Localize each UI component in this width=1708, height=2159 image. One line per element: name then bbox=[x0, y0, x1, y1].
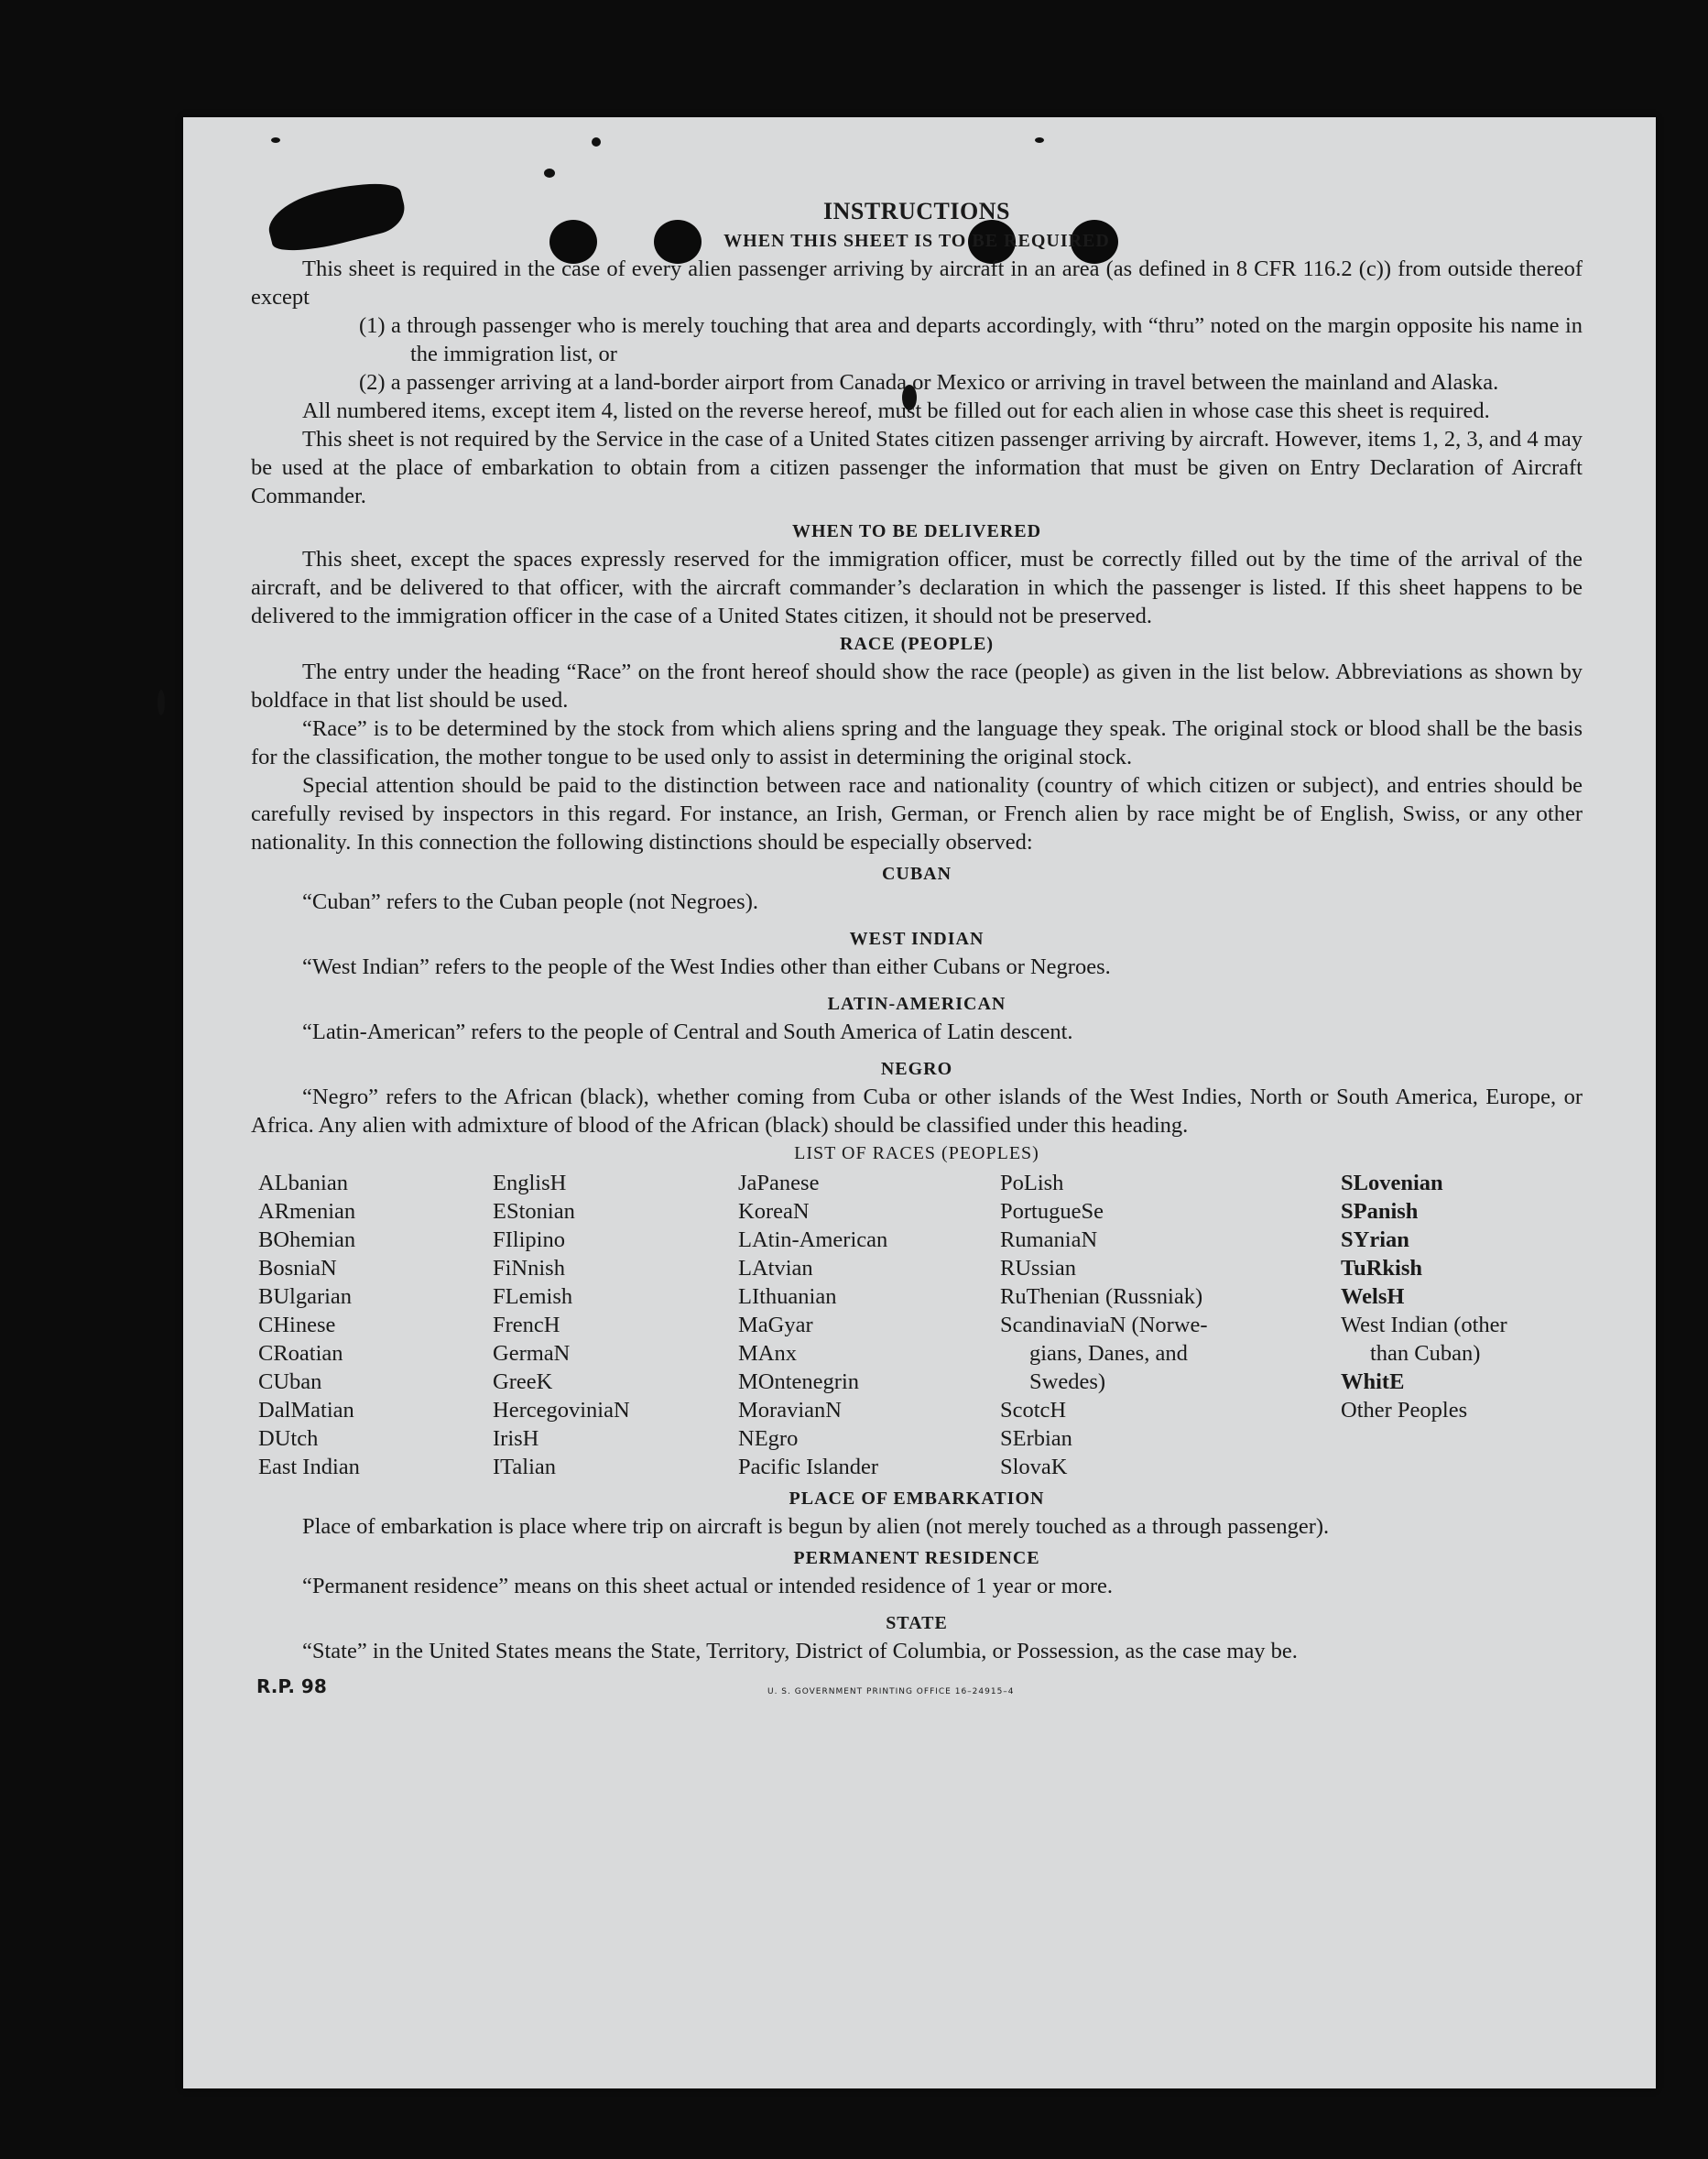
race-entry: FLemish bbox=[493, 1284, 573, 1309]
west-indian-text: “West Indian” refers to the people of the West Indies other than either Cubans or Negroes. bbox=[302, 954, 1111, 979]
races-column-1 bbox=[258, 1169, 493, 1481]
race-entry: LIthuanian bbox=[738, 1284, 837, 1309]
race-entry: SlovaK bbox=[1000, 1455, 1068, 1479]
heading-delivered: WHEN TO BE DELIVERED bbox=[791, 521, 1042, 541]
race-entry: HercegoviniaN bbox=[493, 1398, 630, 1423]
races-column-5 bbox=[1341, 1169, 1579, 1481]
race-entry: SYrian bbox=[1341, 1227, 1409, 1252]
required-item-1: (1) a through passenger who is merely touching that area and departs accordingly, with “thru” noted on the margin opposite his name in the immigration list, or bbox=[359, 313, 1583, 366]
heading-race: RACE (PEOPLE) bbox=[840, 634, 994, 654]
ink-speck bbox=[544, 169, 555, 178]
latin-american-text: “Latin-American” refers to the people of Central and South America of Latin descent. bbox=[302, 1020, 1073, 1044]
race-entry: BUlgarian bbox=[258, 1284, 353, 1309]
race-entry: BOhemian bbox=[258, 1227, 356, 1252]
race-entry: RuThenian (Russniak) bbox=[1000, 1284, 1203, 1309]
race-entry: West Indian (other bbox=[1341, 1313, 1507, 1337]
race-entry: EStonian bbox=[493, 1199, 575, 1224]
race-entry: KoreaN bbox=[738, 1199, 810, 1224]
form-number: R.P. 98 bbox=[256, 1675, 327, 1697]
heading-cuban: CUBAN bbox=[881, 864, 952, 884]
state-text: “State” in the United States means the State, Territory, District of Columbia, or Possession, as the case may be. bbox=[302, 1639, 1298, 1663]
race-entry: CHinese bbox=[258, 1313, 336, 1337]
race-entry: EnglisH bbox=[493, 1171, 567, 1195]
race-entry: GreeK bbox=[493, 1369, 553, 1394]
heading-state: STATE bbox=[886, 1613, 948, 1633]
race-entry: WelsH bbox=[1341, 1284, 1405, 1309]
race-entry: MoravianN bbox=[738, 1398, 842, 1423]
race-entry: MOntenegrin bbox=[738, 1369, 859, 1394]
races-list bbox=[258, 1169, 1583, 1481]
race-entry: BosniaN bbox=[258, 1256, 337, 1281]
race-entry: RumaniaN bbox=[1000, 1227, 1098, 1252]
heading-latin-american: LATIN-AMERICAN bbox=[827, 994, 1006, 1014]
races-column-2 bbox=[493, 1169, 738, 1481]
race-entry: MAnx bbox=[738, 1341, 797, 1366]
race-entry: SLovenian bbox=[1341, 1171, 1443, 1195]
ink-speck bbox=[158, 690, 165, 715]
race-paragraph-1: The entry under the heading “Race” on the front hereof should show the race (people) as given in the list below. Abbreviations as shown by boldface in that list should be used. bbox=[251, 660, 1583, 713]
ink-speck bbox=[592, 137, 601, 147]
race-paragraph-3: Special attention should be paid to the distinction between race and nationality (country of which citizen or subject), and entries should be carefully revised by inspectors in this regard. For instance, an Irish, German, or French alien by race might be of English, Swiss, or any other nationality. In this connection the following distinctions should be especially observed: bbox=[251, 773, 1583, 855]
document-page bbox=[183, 117, 1656, 2088]
race-entry: FrencH bbox=[493, 1313, 560, 1337]
race-entry: LAtvian bbox=[738, 1256, 813, 1281]
race-entry: SErbian bbox=[1000, 1426, 1072, 1451]
race-entry: ScandinaviaN (Norwe- bbox=[1000, 1313, 1208, 1337]
required-paragraph-2: All numbered items, except item 4, listed on the reverse hereof, must be filled out for each alien in whose case this sheet is required. bbox=[302, 398, 1490, 423]
races-column-3 bbox=[738, 1169, 1000, 1481]
race-entry: than Cuban) bbox=[1370, 1341, 1481, 1366]
ink-speck bbox=[1035, 137, 1044, 143]
race-entry: PortugueSe bbox=[1000, 1199, 1104, 1224]
race-entry: GermaN bbox=[493, 1341, 571, 1366]
race-entry: JaPanese bbox=[738, 1171, 820, 1195]
race-entry: ScotcH bbox=[1000, 1398, 1067, 1423]
race-paragraph-2: “Race” is to be determined by the stock from which aliens spring and the language they speak. The original stock or blood shall be the basis for the classification, the mother tongue to be used only to assist in determining the original stock. bbox=[251, 716, 1583, 769]
delivered-paragraph: This sheet, except the spaces expressly reserved for the immigration officer, must be correctly filled out by the time of the arrival of the aircraft, and be delivered to that officer, with the aircraft commander’s declaration in which the passenger is listed. If this sheet happens to be delivered to the immigration officer in the case of a United States citizen, it should not be preserved. bbox=[251, 547, 1583, 628]
heading-list-of-races: LIST OF RACES (PEOPLES) bbox=[794, 1143, 1039, 1163]
required-paragraph-3: This sheet is not required by the Service in the case of a United States citizen passenger arriving by aircraft. However, items 1, 2, 3, and 4 may be used at the place of embarkation to obtain from a citizen passenger the information that must be given on Entry Declaration of Aircraft Commander. bbox=[251, 427, 1583, 508]
race-entry: DalMatian bbox=[258, 1398, 354, 1423]
heading-negro: NEGRO bbox=[880, 1059, 953, 1079]
ink-speck bbox=[271, 137, 280, 143]
race-entry: SPanish bbox=[1341, 1199, 1419, 1224]
footer bbox=[251, 1665, 1583, 1702]
race-entry: TuRkish bbox=[1341, 1256, 1423, 1281]
negro-text: “Negro” refers to the African (black), whether coming from Cuba or other islands of the West Indies, North or South America, Europe, or Africa. Any alien with admixture of blood of the African (black) should be classified under this heading. bbox=[251, 1085, 1583, 1138]
race-entry: IrisH bbox=[493, 1426, 539, 1451]
race-entry: CRoatian bbox=[258, 1341, 343, 1366]
race-entry: DUtch bbox=[258, 1426, 319, 1451]
instructions-text bbox=[251, 196, 1583, 1702]
race-entry: CUban bbox=[258, 1369, 322, 1394]
heading-residence: PERMANENT RESIDENCE bbox=[793, 1548, 1040, 1568]
race-entry: gians, Danes, and bbox=[1029, 1341, 1188, 1366]
heading-required: WHEN THIS SHEET IS TO BE REQUIRED bbox=[723, 231, 1110, 251]
race-entry: FIlipino bbox=[493, 1227, 565, 1252]
required-item-2: (2) a passenger arriving at a land-border airport from Canada or Mexico or arriving in travel between the mainland and Alaska. bbox=[359, 370, 1499, 395]
heading-west-indian: WEST INDIAN bbox=[849, 929, 985, 949]
race-entry: East Indian bbox=[258, 1455, 360, 1479]
race-entry: FiNnish bbox=[493, 1256, 565, 1281]
race-entry: WhitE bbox=[1341, 1369, 1405, 1394]
cuban-text: “Cuban” refers to the Cuban people (not Negroes). bbox=[302, 889, 758, 914]
race-entry: LAtin-American bbox=[738, 1227, 888, 1252]
page-title: INSTRUCTIONS bbox=[823, 198, 1010, 224]
race-entry: NEgro bbox=[738, 1426, 799, 1451]
race-entry: PoLish bbox=[1000, 1171, 1064, 1195]
residence-text: “Permanent residence” means on this sheet actual or intended residence of 1 year or more. bbox=[302, 1574, 1114, 1598]
race-entry: ITalian bbox=[493, 1455, 557, 1479]
race-entry: ARmenian bbox=[258, 1199, 356, 1224]
embarkation-text: Place of embarkation is place where trip on aircraft is begun by alien (not merely touched as a through passenger). bbox=[302, 1514, 1330, 1539]
races-column-4 bbox=[1000, 1169, 1341, 1481]
race-entry: Pacific Islander bbox=[738, 1455, 879, 1479]
race-entry: Other Peoples bbox=[1341, 1398, 1468, 1423]
race-entry: MaGyar bbox=[738, 1313, 813, 1337]
required-intro: This sheet is required in the case of every alien passenger arriving by aircraft in an area (as defined in 8 CFR 116.2 (c)) from outside thereof except bbox=[251, 256, 1583, 310]
heading-embarkation: PLACE OF EMBARKATION bbox=[789, 1488, 1045, 1509]
race-entry: ALbanian bbox=[258, 1171, 348, 1195]
race-entry: RUssian bbox=[1000, 1256, 1077, 1281]
printer-imprint: U. S. GOVERNMENT PRINTING OFFICE 16–24915–4 bbox=[767, 1687, 1015, 1696]
race-entry: Swedes) bbox=[1029, 1369, 1106, 1394]
